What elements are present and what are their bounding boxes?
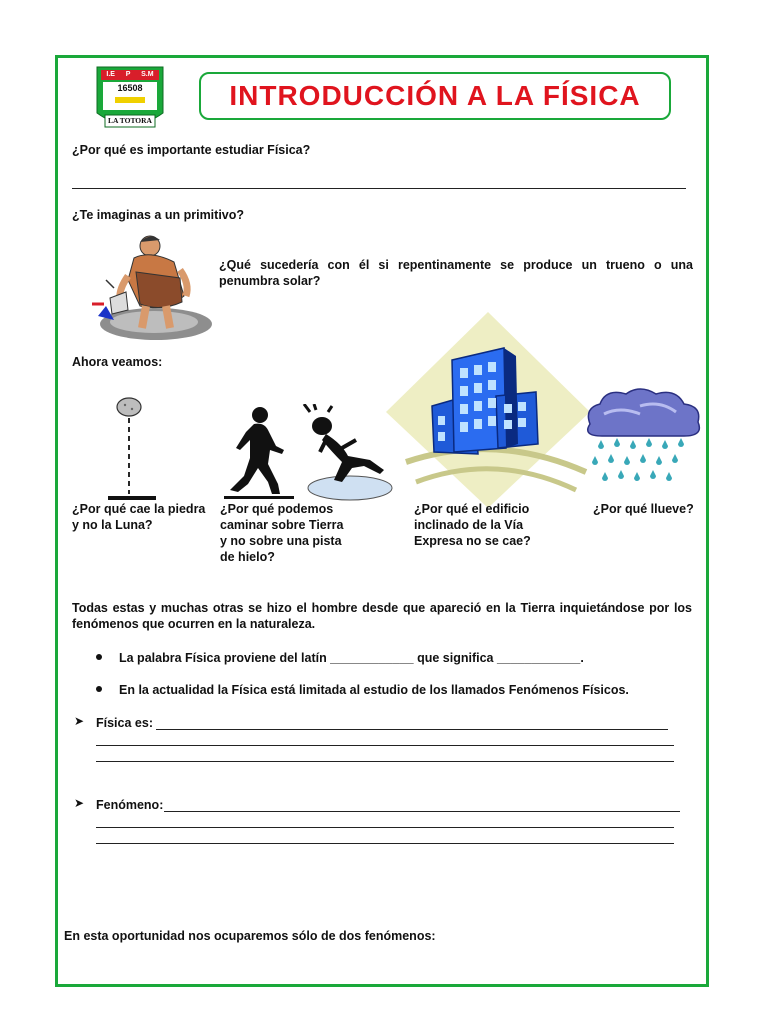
question-primitive: ¿Te imaginas a un primitivo? [72, 208, 245, 222]
slipping-man-illustration [298, 404, 396, 502]
page-title: INTRODUCCIÓN A LA FÍSICA [229, 80, 641, 111]
primitive-question-text: ¿Qué sucedería con él si repentinamente se produce un trueno o una penumbra solar? [219, 258, 693, 288]
fenomeno-answer-line[interactable] [96, 827, 674, 828]
fisica-answer-line[interactable] [156, 729, 668, 730]
fisica-label: Física es: [96, 716, 153, 730]
rain-cloud-illustration [580, 384, 706, 492]
closing-text: En esta oportunidad nos ocuparemos sólo de dos fenómenos: [64, 929, 436, 943]
fenomeno-label: Fenómeno: [96, 798, 164, 812]
bullet-dot [96, 654, 102, 660]
walking-man-silhouette [224, 406, 294, 500]
leaning-building-illustration [386, 312, 590, 508]
now-see-label: Ahora veamos: [72, 355, 163, 369]
caption-rain: ¿Por qué llueve? [593, 502, 694, 516]
bullet-dot [96, 686, 102, 692]
intro-paragraph: Todas estas y muchas otras se hizo el hombre desde que apareció en la Tierra inquietándose por los fenómenos que ocurren en la naturaleza. [72, 601, 692, 631]
fisica-answer-line[interactable] [96, 761, 674, 762]
logo-letter: P [125, 71, 131, 78]
question-importance: ¿Por qué es importante estudiar Física? [72, 143, 311, 157]
fenomeno-answer-line[interactable] [164, 811, 680, 812]
fisica-answer-line[interactable] [96, 745, 674, 746]
title-box [199, 72, 671, 120]
bullet-phenomena: En la actualidad la Física está limitada al estudio de los llamados Fenómenos Físicos. [119, 683, 629, 697]
answer-line[interactable] [72, 188, 686, 189]
caption-stone: ¿Por qué cae la piedra y no la Luna? [72, 502, 206, 532]
logo-number: 16508 [117, 83, 143, 93]
logo-letter: I.E [106, 71, 115, 78]
arrow-bullet-icon: ➤ [74, 796, 85, 810]
caption-building: ¿Por qué el edificio inclinado de la Vía Expresa no se cae? [414, 502, 531, 548]
caption-walk: ¿Por qué podemos caminar sobre Tierra y no sobre una pista de hielo? [220, 502, 344, 564]
falling-stone-illustration [108, 396, 158, 502]
logo-name: LA TOTORA [108, 116, 152, 125]
caveman-illustration [84, 232, 214, 344]
school-logo [95, 65, 165, 131]
bullet-latin: La palabra Física proviene del latín ____________ que significa ____________. [119, 651, 584, 665]
logo-letter: S.M [141, 71, 154, 78]
arrow-bullet-icon: ➤ [74, 714, 85, 728]
fenomeno-answer-line[interactable] [96, 843, 674, 844]
